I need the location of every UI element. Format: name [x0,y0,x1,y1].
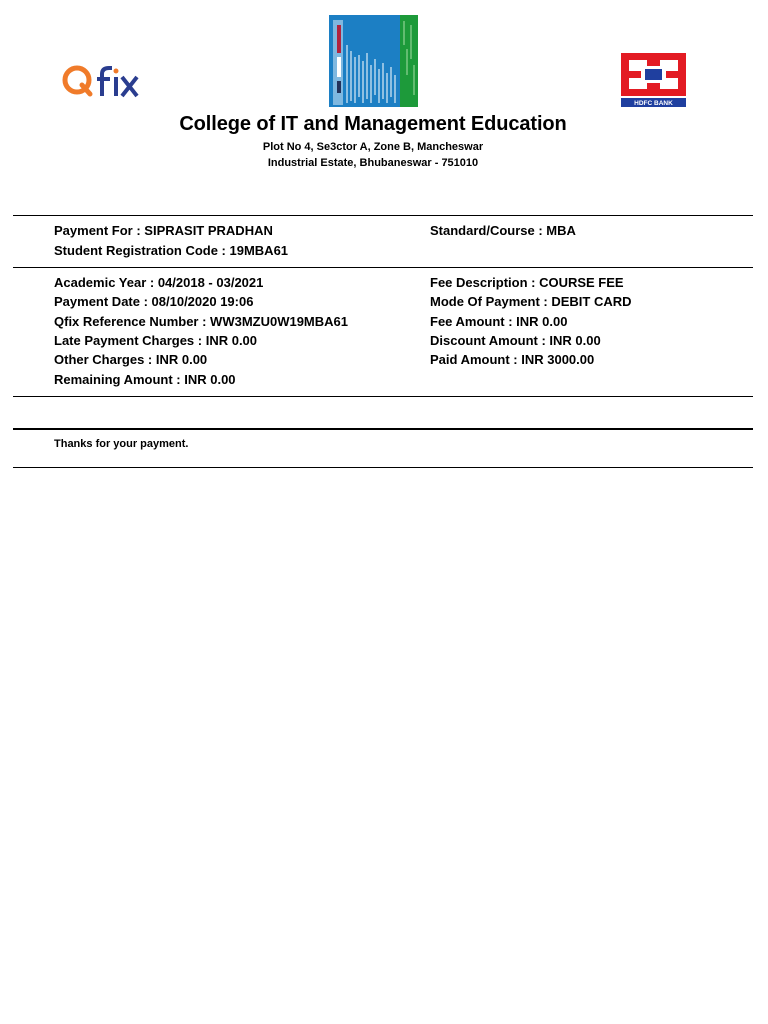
thanks-message: Thanks for your payment. [54,438,189,450]
fee-description: Fee Description : COURSE FEE [430,275,624,290]
remaining-amount: Remaining Amount : INR 0.00 [54,372,236,387]
fee-amount: Fee Amount : INR 0.00 [430,314,568,329]
late-payment-charges: Late Payment Charges : INR 0.00 [54,333,258,348]
standard-course: Standard/Course : MBA [430,223,576,238]
discount-amount: Discount Amount : INR 0.00 [430,333,601,348]
paid-amount: Paid Amount : INR 3000.00 [430,352,595,367]
qfix-logo [62,60,142,102]
divider [13,215,753,216]
qfix-reference-number: Qfix Reference Number : WW3MZU0W19MBA61 [54,314,348,329]
academic-year: Academic Year : 04/2018 - 03/2021 [54,275,264,290]
divider [13,267,753,268]
college-logo [329,15,418,107]
mode-of-payment: Mode Of Payment : DEBIT CARD [430,294,632,309]
other-charges: Other Charges : INR 0.00 [54,352,208,367]
hdfc-bank-logo [621,53,686,107]
divider [13,467,753,468]
payment-for: Payment For : SIPRASIT PRADHAN [54,223,273,238]
svg-text:HDFC BANK: HDFC BANK [634,100,673,107]
divider-thick [13,428,753,430]
divider [13,396,753,397]
student-registration-code: Student Registration Code : 19MBA61 [54,243,289,258]
address-line-2: Industrial Estate, Bhubaneswar - 751010 [267,157,479,169]
address-line-1: Plot No 4, Se3ctor A, Zone B, Mancheswar [262,141,484,153]
payment-date: Payment Date : 08/10/2020 19:06 [54,294,254,309]
college-name: College of IT and Management Education [179,113,567,135]
